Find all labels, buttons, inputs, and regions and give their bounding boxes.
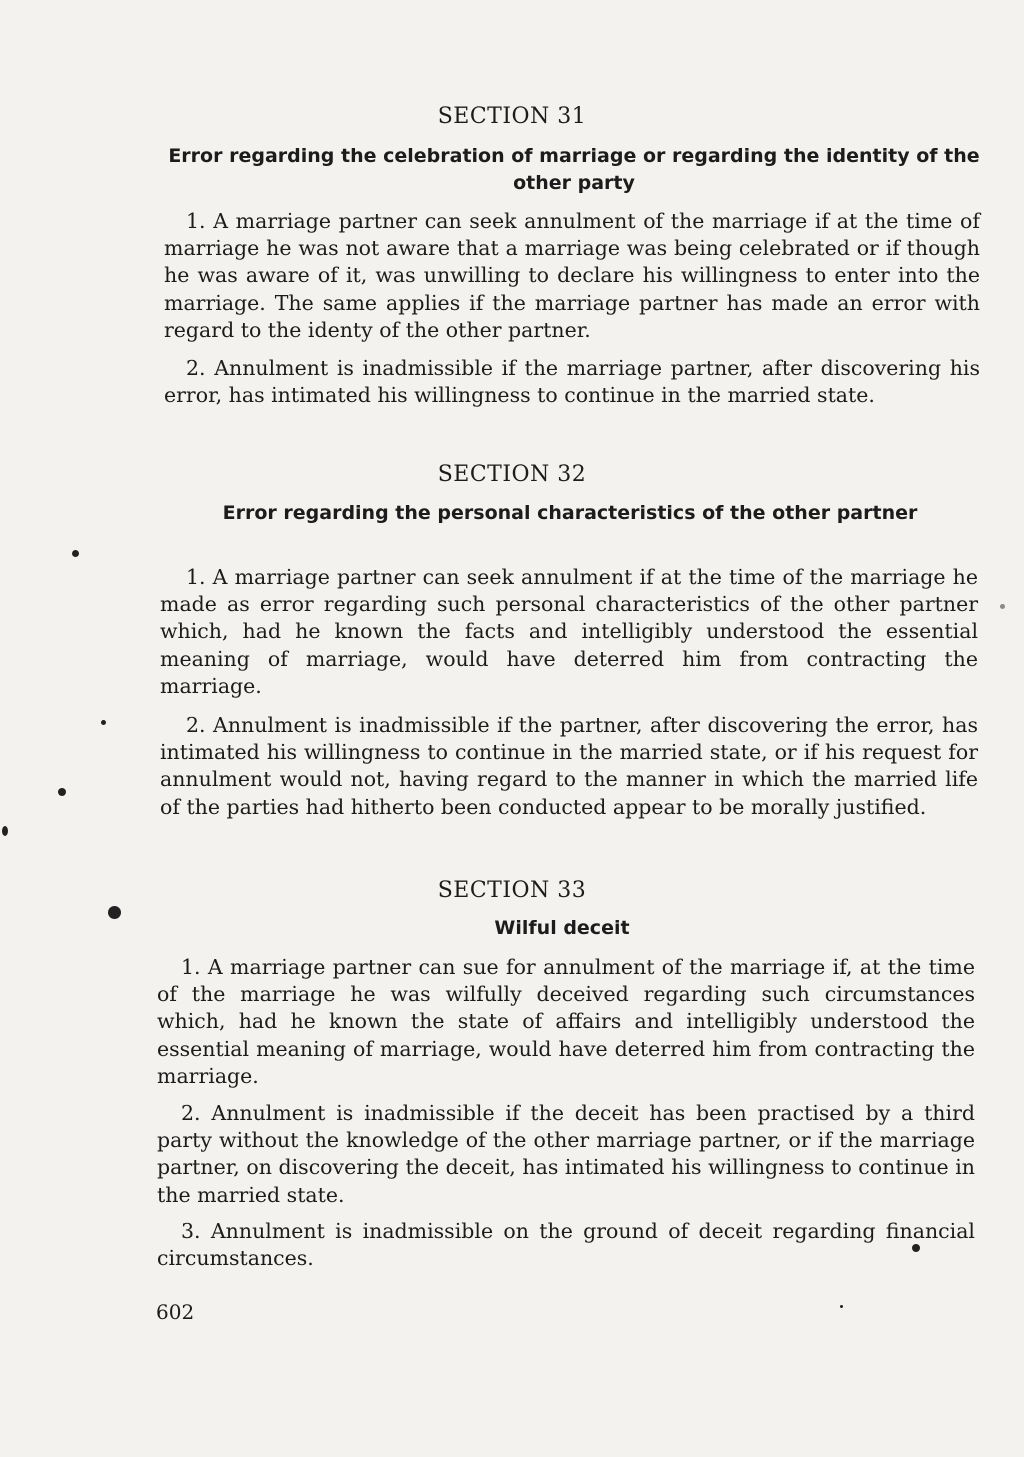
scan-speck <box>101 720 106 725</box>
scan-speck <box>840 1305 843 1308</box>
section-32-heading: SECTION 32 <box>437 462 587 487</box>
section-33-title: Wilful deceit <box>494 917 630 939</box>
section-33-paragraph-1: 1. A marriage partner can sue for annulment of the marriage if, at the time of the marriage he was wilfully deceived regarding such circumstances which, had he known the state of affairs and intelligibly understood the essential meaning of marriage, would have deterred him from contracting the marriage. <box>157 955 975 1088</box>
section-33-paragraph-3: 3. Annulment is inadmissible on the ground of deceit regarding financial circumstances. <box>157 1219 975 1271</box>
section-32-paragraph-2: 2. Annulment is inadmissible if the partner, after discovering the error, has intimated his willingness to continue in the married state, or if his request for annulment would not, having regard to the manner in which the married life of the parties had hitherto been conducted appear to be morally justified. <box>160 713 978 819</box>
section-32-title: Error regarding the personal characteristics of the other partner <box>222 502 918 524</box>
scan-speck <box>912 1244 920 1252</box>
scan-speck <box>1000 604 1005 609</box>
scan-speck <box>2 826 8 836</box>
section-31-paragraph-1: 1. A marriage partner can seek annulment of the marriage if at the time of marriage he was not aware that a marriage was being celebrated or if though he was aware of it, was unwilling to declare his willingness to enter into the marriage. The same applies if the marriage partner has made an error with regard to the identy of the other partner. <box>164 209 980 342</box>
section-33-paragraph-2: 2. Annulment is inadmissible if the deceit has been practised by a third party without the knowledge of the other marriage partner, or if the marriage partner, on discovering the deceit, has intimated his willingness to continue in the married state. <box>157 1101 975 1207</box>
page-number: 602 <box>156 1300 195 1324</box>
section-31-heading: SECTION 31 <box>437 104 587 129</box>
section-31-paragraph-2: 2. Annulment is inadmissible if the marriage partner, after discovering his error, has intimated his willingness to continue in the married state. <box>164 356 980 408</box>
scan-speck <box>108 906 121 919</box>
section-32-paragraph-1: 1. A marriage partner can seek annulment if at the time of the marriage he made as error regarding such personal characteristics of the other partner which, had he known the facts and intelligibly understood the essential meaning of marriage, would have deterred him from contracting the marriage. <box>160 565 978 698</box>
scan-speck <box>58 788 66 796</box>
section-33-heading: SECTION 33 <box>437 878 587 903</box>
section-31-title: Error regarding the celebration of marriage or regarding the identity of the other party <box>168 145 980 194</box>
scan-speck <box>72 550 79 557</box>
